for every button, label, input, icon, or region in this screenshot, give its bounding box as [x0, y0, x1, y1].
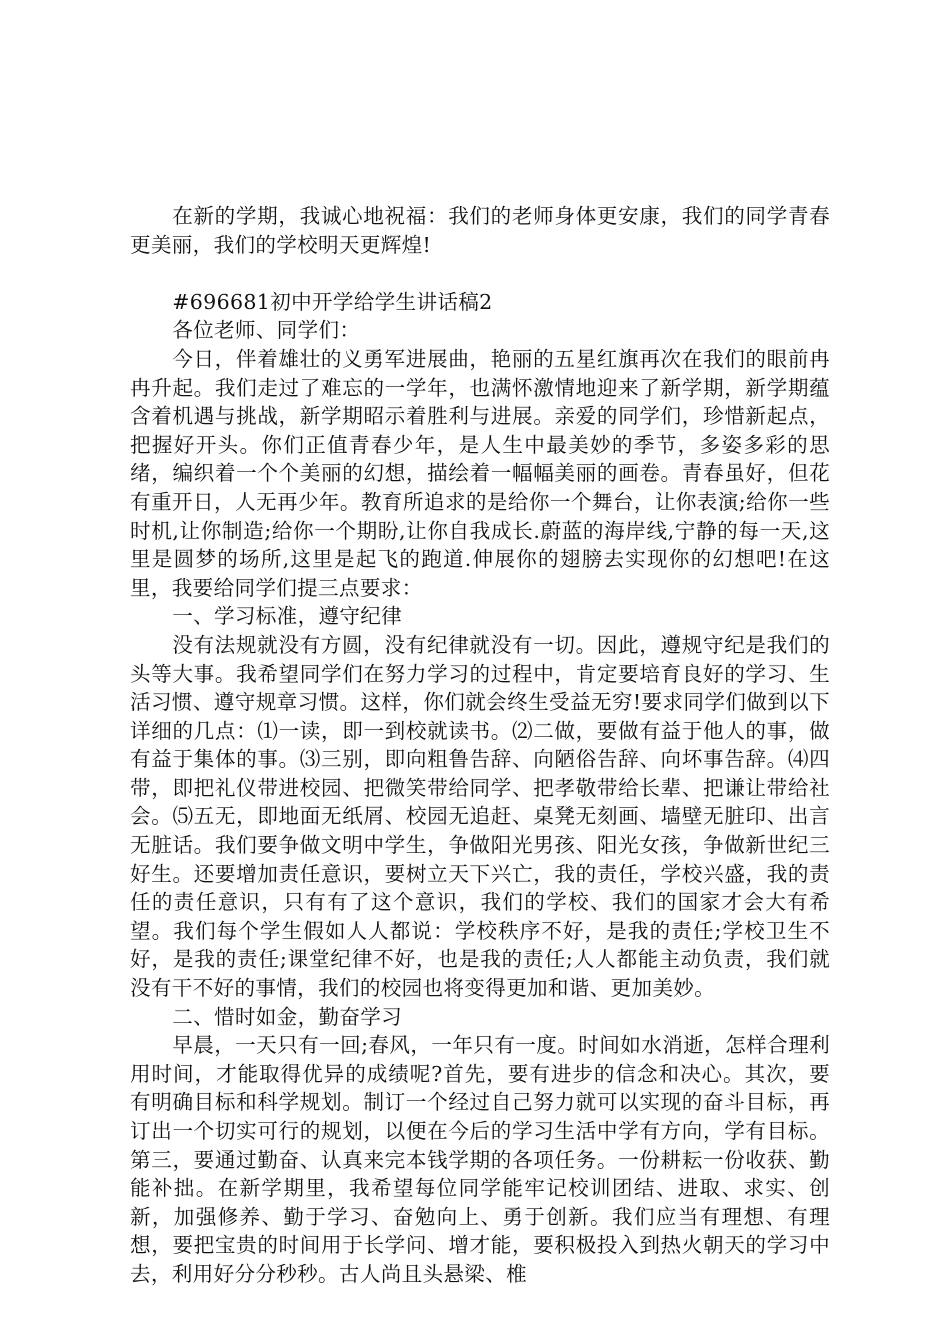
opening-paragraph: 今日，伴着雄壮的义勇军进展曲，艳丽的五星红旗再次在我们的眼前冉冉升起。我们走过了难忘的一学年，也满怀激情地迎来了新学期，新学期蕴含着机遇与挑战，新学期昭示着胜利与进展。亲爱的同学们，珍惜新起点，把握好开头。你们正值青春少年，是人生中最美妙的季节，多姿多彩的思绪，编织着一个个美丽的幻想，描绘着一幅幅美丽的画卷。青春虽好，但花有重开日，人无再少年。教育所追求的是给你一个舞台，让你表演;给你一些时机,让你制造;给你一个期盼,让你自我成长.蔚蓝的海岸线,宁静的每一天,这里是圆梦的场所,这里是起飞的跑道.伸展你的翅膀去实现你的幻想吧!在这里，我要给同学们提三点要求： [130, 346, 830, 600]
closing-blessing-paragraph: 在新的学期，我诚心地祝福：我们的老师身体更安康，我们的同学青春更美丽，我们的学校明天更辉煌! [130, 204, 830, 257]
section-1-paragraph: 没有法规就没有方圆，没有纪律就没有一切。因此，遵规守纪是我们的头等大事。我希望同学们在努力学习的过程中，肯定要培育良好的学习、生活习惯、遵守规章习惯。这样，你们就会终生受益无穷!要求同学们做到以下详细的几点：⑴一读，即一到校就读书。⑵二做，要做有益于他人的事，做有益于集体的事。⑶三别，即向粗鲁告辞、向陋俗告辞、向坏事告辞。⑷四带，即把礼仪带进校园、把微笑带给同学、把孝敬带给长辈、把谦让带给社会。⑸五无，即地面无纸屑、校园无追赶、桌凳无刻画、墙壁无脏印、出言无脏话。我们要争做文明中学生，争做阳光男孩、阳光女孩，争做新世纪三好生。还要增加责任意识，要树立天下兴亡，我的责任，学校兴盛，我的责任的责任意识，只有有了这个意识，我们的学校、我们的国家才会大有希望。我们每个学生假如人人都说：学校秩序不好，是我的责任;学校卫生不好，是我的责任;课堂纪律不好，也是我的责任;人人都能主动负责，我们就没有干不好的事情，我们的校园也将变得更加和谐、更加美妙。 [130, 632, 830, 1001]
salutation: 各位老师、同学们： [172, 318, 361, 343]
section-heading-2: 二、惜时如金，勤奋学习 [172, 1004, 403, 1029]
document-body [130, 202, 830, 1289]
section-heading-1: 一、学习标准，遵守纪律 [172, 604, 403, 629]
section-2-paragraph: 早晨，一天只有一回;春风，一年只有一度。时间如水消逝，怎样合理利用时间，才能取得优异的成绩呢?首先，要有进步的信念和决心。其次，要有明确目标和科学规划。制订一个经过自己努力就可以实现的奋斗目标，再订出一个切实可行的规划，以便在今后的学习生活中学有方向，学有目标。第三，要通过勤奋、认真来完本钱学期的各项任务。一份耕耘一份收获、勤能补拙。在新学期里，我希望每位同学能牢记校训团结、进取、求实、创新，加强修养、勤于学习、奋勉向上、勇于创新。我们应当有理想、有理想，要把宝贵的时间用于长学问、增才能，要积极投入到热火朝天的学习中去，利用好分分秒秒。古人尚且头悬梁、椎 [130, 1033, 830, 1286]
speech-title: #696681初中开学给学生讲话稿2 [172, 289, 493, 314]
